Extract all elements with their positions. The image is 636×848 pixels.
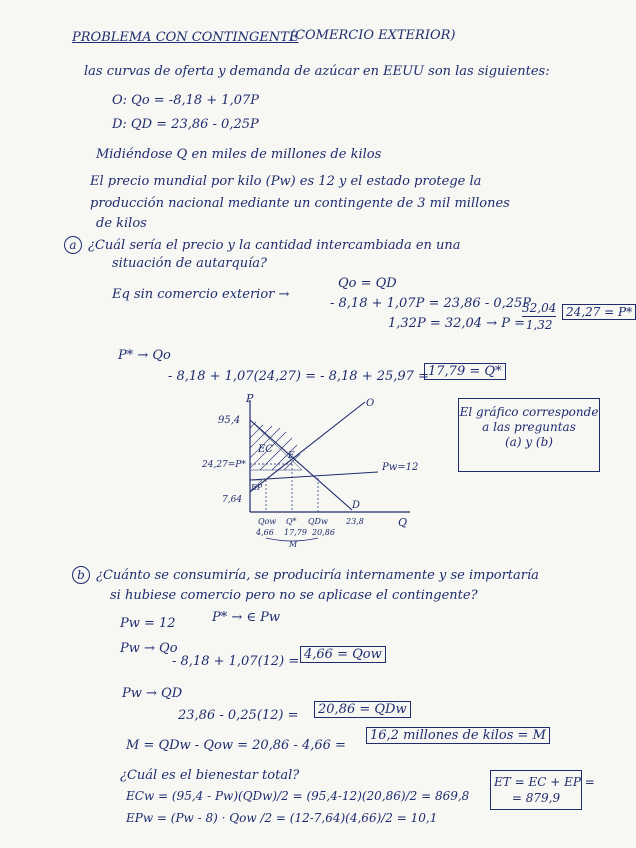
intro-line-1: las curvas de oferta y demanda de azúcar en EEUU son las siguientes: <box>84 64 550 79</box>
problem-subtitle: (COMERCIO EXTERIOR) <box>290 28 456 43</box>
imports-result <box>366 728 550 744</box>
equilibrium-eq-2: - 8,18 + 1,07P = 23,86 - 0,25P <box>330 296 532 311</box>
problem-title: PROBLEMA CON CONTINGENTE <box>72 30 299 45</box>
step-1-result-box: 4,66 = Qow <box>300 646 386 663</box>
supply-label: O <box>366 398 375 409</box>
q-label-qstar: Q* <box>286 517 297 526</box>
step-1: - 8,18 + 1,07(12) = <box>172 654 300 669</box>
q-label-qdw: QDw <box>308 517 328 526</box>
q-label-qow: Qow <box>258 517 277 526</box>
supply-demand-graph <box>200 392 420 548</box>
imports-equation: M = QDw - Qow = 20,86 - 4,66 = <box>126 738 346 753</box>
graph-note <box>458 398 600 472</box>
ec-label: EC <box>258 444 273 455</box>
q-value-qdw: 20,86 <box>312 528 335 537</box>
total-welfare-box <box>490 770 595 810</box>
question-b <box>72 566 539 584</box>
quantity-step-label: P* → Qo <box>118 348 171 363</box>
question-a-text-2: situación de autarquía? <box>112 256 267 271</box>
question-b-text-1: ¿Cuánto se consumiría, se produciría internamente y se importaría <box>96 568 539 583</box>
axis-q-label: Q <box>398 516 408 529</box>
imports-result-box: 16,2 millones de kilos = M <box>366 727 550 744</box>
question-b-text-2: si hubiese comercio pero no se aplicase el contingente? <box>110 588 478 603</box>
equilibrium-eq-3: 1,32P = 32,04 → P = <box>388 316 525 331</box>
graph-note-line-2: a las preguntas <box>482 420 576 434</box>
fraction-numerator: 32,04 <box>522 301 557 315</box>
fraction-denominator: 1,32 <box>525 318 553 332</box>
welfare-question: ¿Cuál es el bienestar total? <box>120 768 300 783</box>
graph-note-line-3: (a) y (b) <box>505 435 553 449</box>
p-star-label: 24,27=P* <box>202 460 246 470</box>
step-1-result <box>300 647 386 663</box>
equilibrium-point-label: E <box>288 451 295 461</box>
graph-note-line-1: El gráfico corresponde <box>459 405 599 419</box>
intro-line-2: El precio mundial por kilo (Pw) es 12 y el estado protege la <box>90 174 482 189</box>
step-2: 23,86 - 0,25(12) = <box>178 708 299 723</box>
question-a-marker: a <box>64 236 82 254</box>
step-2-result <box>314 702 411 718</box>
question-a <box>64 236 461 254</box>
pstar-arrow: P* → ∈ Pw <box>212 610 281 625</box>
step-2-label: Pw → QD <box>122 686 183 701</box>
quantity-result <box>424 364 506 380</box>
p-low-label: 7,64 <box>222 495 243 505</box>
question-b-marker: b <box>72 566 90 584</box>
offer-equation: O: Qo = -8,18 + 1,07P <box>112 93 259 108</box>
world-price: Pw = 12 <box>120 616 176 631</box>
quantity-result-box: 17,79 = Q* <box>424 363 506 380</box>
world-price-line <box>250 472 378 480</box>
p-top-label: 95,4 <box>218 415 241 426</box>
demand-equation: D: QD = 23,86 - 0,25P <box>112 117 259 132</box>
quantity-step: - 8,18 + 1,07(24,27) = - 8,18 + 25,97 = <box>168 369 429 384</box>
axis-p-label: P <box>246 392 254 405</box>
pw-label: Pw=12 <box>382 462 419 473</box>
units-line: Midiéndose Q en miles de millones de kilos <box>96 147 382 162</box>
producer-surplus-eq: EPw = (Pw - 8) · Qow /2 = (12-7,64)(4,66)/2 = 10,1 <box>126 811 438 825</box>
total-welfare-line-1: ET = EC + EP = <box>494 775 595 789</box>
consumer-surplus-eq: ECw = (95,4 - Pw)(QDw)/2 = (95,4-12)(20,86)/2 = 869,8 <box>126 789 470 803</box>
intro-line-3: producción nacional mediante un contingente de 3 mil millones <box>90 196 510 211</box>
q-label-max: 23,8 <box>346 517 364 526</box>
step-2-result-box: 20,86 = QDw <box>314 701 411 718</box>
intro-line-4: de kilos <box>96 216 147 231</box>
total-welfare-line-2: = 879,9 <box>511 791 561 805</box>
step-1-label: Pw → Qo <box>120 641 178 656</box>
price-result <box>562 304 636 320</box>
demand-label: D <box>352 500 361 511</box>
question-a-text-1: ¿Cuál sería el precio y la cantidad intercambiada en una <box>88 238 461 253</box>
q-value-qstar: 17,79 <box>284 528 307 537</box>
ep-label: EP <box>251 483 263 492</box>
equilibrium-label: Eq sin comercio exterior → <box>112 287 290 302</box>
q-value-qow: 4,66 <box>256 528 274 537</box>
fraction <box>522 300 556 333</box>
equilibrium-eq-1: Qo = QD <box>338 276 397 291</box>
price-result-box: 24,27 = P* <box>562 304 636 320</box>
import-label: M <box>289 540 298 549</box>
